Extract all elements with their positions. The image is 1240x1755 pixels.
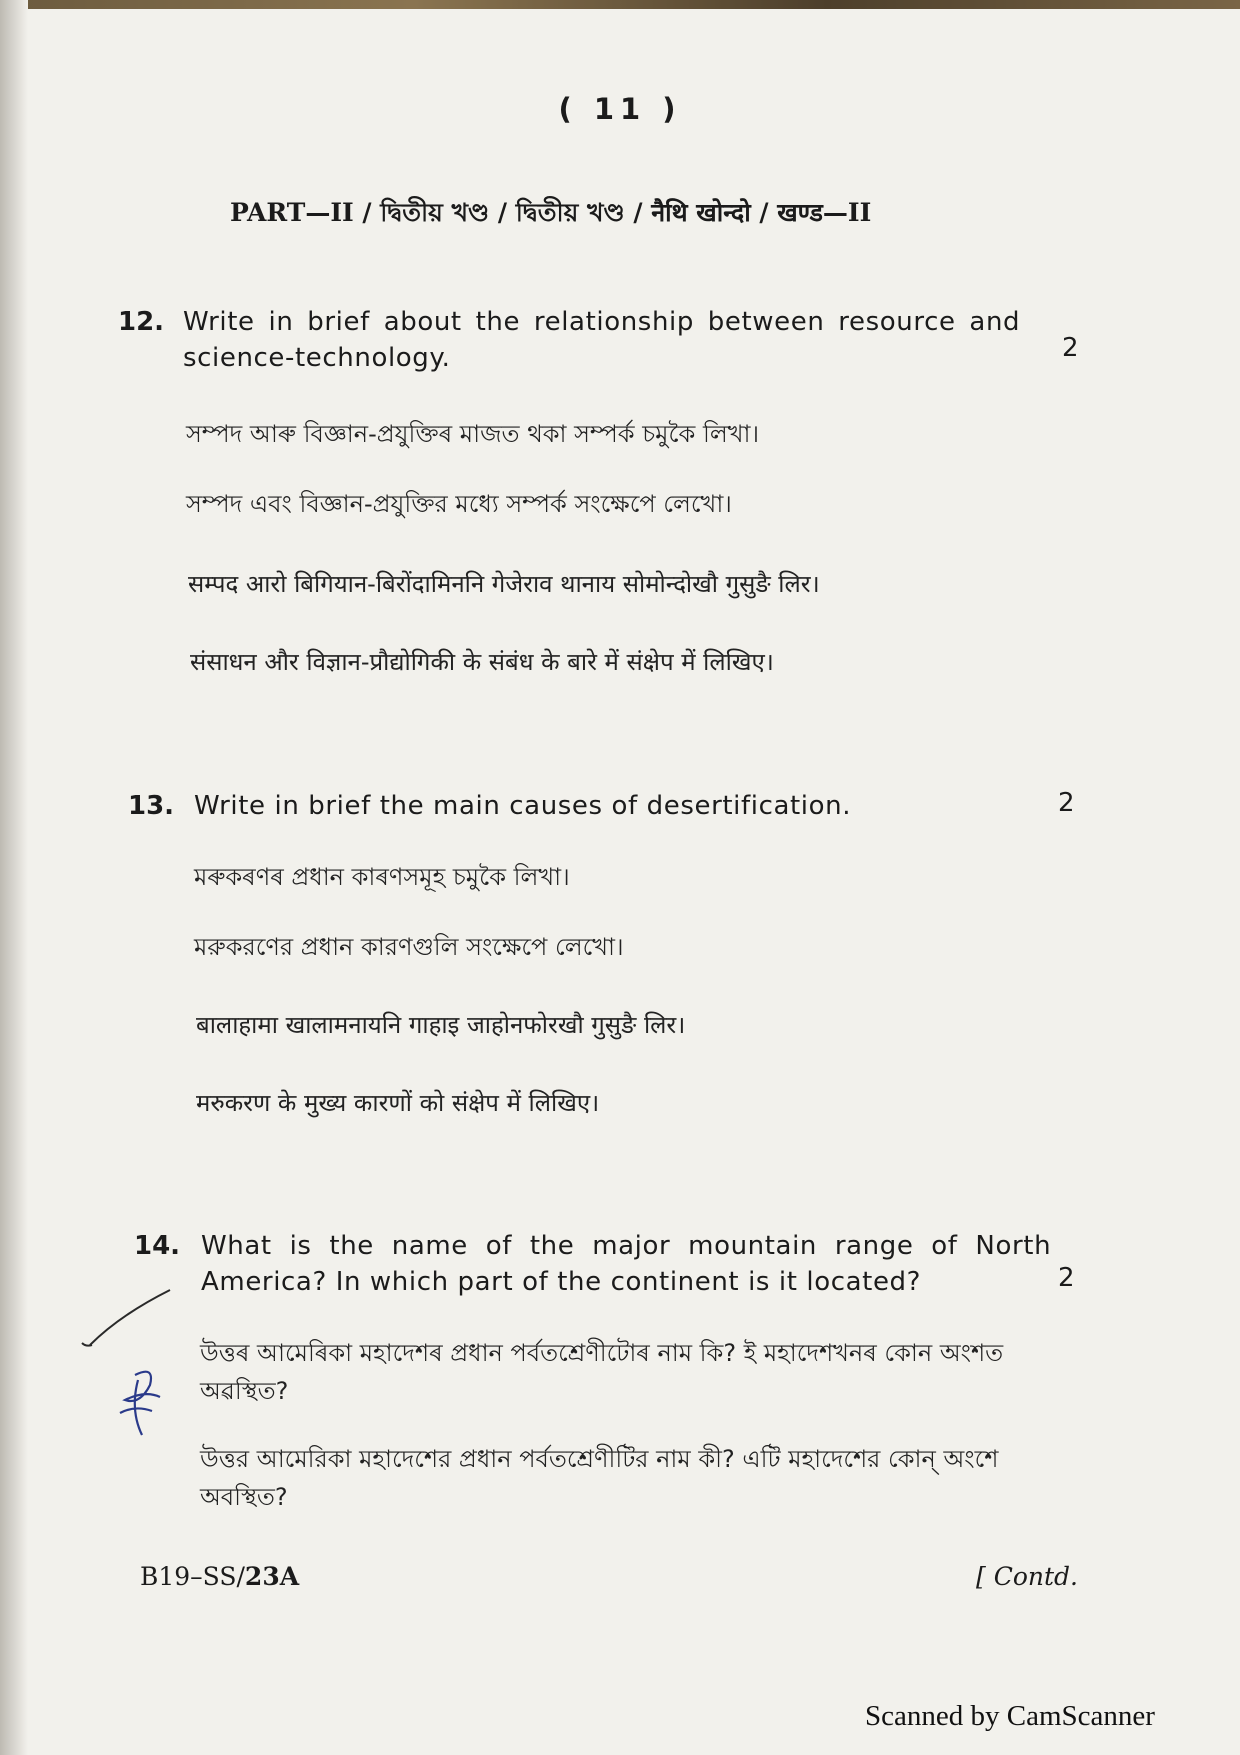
question-12-hindi: संसाधन और विज्ञान-प्रौद्योगिकी के संबंध के बारे में संक्षेप में लिखिए। xyxy=(190,648,774,676)
question-13 xyxy=(128,788,1048,828)
question-text-line2: America? In which part of the continent is it located? xyxy=(201,1267,922,1297)
question-text-line1: Write in brief about the relationship between resource and xyxy=(183,307,1021,337)
question-14-marks: 2 xyxy=(1058,1263,1075,1293)
question-12-bengali: সম্পদ এবং বিজ্ঞান-প্রযুক্তির মধ্যে সম্পর্ক সংক্ষেপে লেখো। xyxy=(186,490,732,518)
question-13-hindi: मरुकरण के मुख्य कारणों को संक्षेप में लिखिए। xyxy=(196,1089,600,1117)
question-12-bodo: सम्पद आरो बिगियान-बिरोंदामिननि गेजेराव थानाय सोमोन्दोखौ गुसुङै लिर। xyxy=(188,570,820,598)
question-number: 12. xyxy=(118,307,165,337)
question-13-assamese: মৰুকৰণৰ প্ৰধান কাৰণসমূহ চমুকৈ লিখা। xyxy=(194,863,570,891)
question-13-bodo: बालाहामा खालामनायनि गाहाइ जाहोनफोरखौ गुसुङै लिर। xyxy=(196,1011,686,1039)
question-14-bengali-line1: উত্তর আমেরিকা মহাদেশের প্রধান পর্বতশ্রেণীটির নাম কী? এটি মহাদেশের কোন্ অংশে xyxy=(200,1445,999,1473)
question-13-marks: 2 xyxy=(1058,788,1075,818)
scan-left-shadow xyxy=(0,0,28,1755)
camscanner-watermark: Scanned by CamScanner xyxy=(865,1700,1155,1732)
question-text-line1: What is the name of the major mountain range of North xyxy=(201,1231,1052,1261)
paper-code-suffix: 23A xyxy=(244,1562,300,1591)
part-heading: PART—II / দ্বিতীয় খণ্ড / দ্বিতীয় খণ্ড / नैथि खोन्दो / खण्ड—II xyxy=(230,198,872,227)
question-number: 14. xyxy=(134,1231,181,1261)
question-13-bengali: মরুকরণের প্রধান কারণগুলি সংক্ষেপে লেখো। xyxy=(194,933,624,961)
question-14-assamese-line1: উত্তৰ আমেৰিকা মহাদেশৰ প্ৰধান পৰ্বতশ্ৰেণীটোৰ নাম কি? ই মহাদেশখনৰ কোন অংশত xyxy=(200,1339,1004,1367)
question-text-line2: science-technology. xyxy=(183,343,451,373)
paper-code-prefix: B19–SS/ xyxy=(140,1562,245,1591)
question-14-assamese-line2: অৱস্থিত? xyxy=(200,1377,289,1405)
handwritten-tick-signature xyxy=(80,1285,190,1445)
question-12 xyxy=(118,304,1038,384)
contd-label: [ Contd. xyxy=(976,1562,1078,1591)
scan-top-edge xyxy=(0,0,1240,9)
question-12-marks: 2 xyxy=(1062,333,1079,363)
question-text-line1: Write in brief the main causes of desertification. xyxy=(194,791,852,821)
paper-code xyxy=(140,1562,299,1591)
question-12-assamese: সম্পদ আৰু বিজ্ঞান-প্ৰযুক্তিৰ মাজত থকা সম্পৰ্ক চমুকৈ লিখা। xyxy=(186,420,760,448)
question-14 xyxy=(134,1228,1054,1308)
page-number: ( 11 ) xyxy=(558,92,682,126)
question-number: 13. xyxy=(128,791,175,821)
question-14-bengali-line2: অবস্থিত? xyxy=(200,1483,288,1511)
